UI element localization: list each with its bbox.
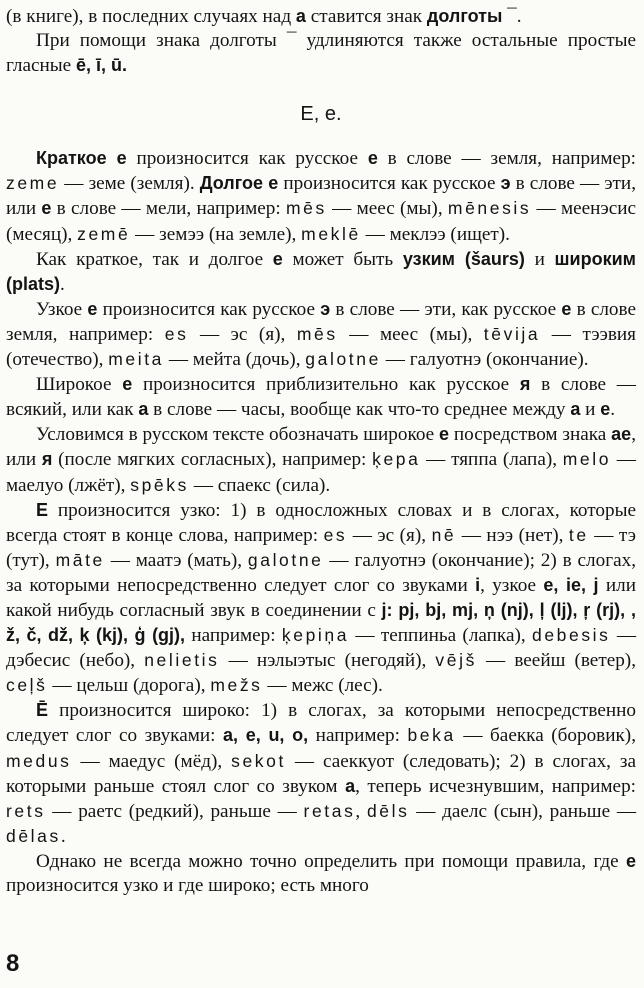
text-run: Узкое bbox=[36, 298, 88, 320]
latvian-example: dēls bbox=[366, 800, 410, 821]
bold-term: e bbox=[625, 850, 636, 871]
text-run: произносится приблизительно как русское bbox=[132, 374, 520, 396]
text-run: Как краткое, так и долгое bbox=[36, 248, 273, 270]
text-run: и bbox=[580, 399, 601, 421]
bold-term: a bbox=[295, 6, 306, 26]
text-run: — межс (лес). bbox=[262, 675, 383, 697]
latvian-example: galotne bbox=[305, 349, 381, 370]
text-run: При помощи знака долготы ¯ удлиняются также остальные простые гласные bbox=[6, 30, 636, 77]
latvian-example: rets bbox=[6, 800, 46, 821]
latvian-example: dēlas bbox=[6, 825, 61, 846]
text-run: — теппиньа (лапка), bbox=[349, 625, 532, 647]
section-heading: E, e. bbox=[300, 103, 342, 126]
text-run: — маедус (мёд), bbox=[71, 750, 232, 772]
text-run: в слове земля, например: bbox=[6, 298, 636, 345]
latvian-example: mēnesis bbox=[447, 198, 532, 219]
bold-term: i bbox=[475, 574, 481, 595]
text-run: Широкое bbox=[36, 374, 123, 396]
text-run: — нэлыэтыс (негодяй), bbox=[219, 650, 436, 672]
paragraph bbox=[6, 849, 636, 898]
text-run: произносится как русское bbox=[278, 173, 501, 195]
text-run: — дэбесис (небо), bbox=[6, 625, 637, 672]
bold-term: ē, ī, ū. bbox=[75, 55, 127, 76]
bold-term: узким (šaurs) bbox=[402, 248, 525, 269]
text-run: например: bbox=[185, 625, 282, 647]
paragraph bbox=[6, 247, 636, 297]
paragraph bbox=[6, 146, 636, 246]
text-run: Однако не всегда можно точно определить при помощи правила, где bbox=[36, 850, 626, 872]
text-run: в слове — земля, например: bbox=[377, 148, 636, 170]
bold-term: e bbox=[122, 374, 133, 395]
latvian-example: beka bbox=[407, 725, 456, 746]
latvian-example: es bbox=[323, 524, 348, 545]
text-run: в слове — эти, как русское bbox=[330, 298, 562, 320]
text-run: — баекка (боровик), bbox=[455, 725, 636, 747]
bold-term: я bbox=[41, 449, 53, 470]
bold-term: e bbox=[272, 248, 283, 269]
text-run: . bbox=[60, 825, 66, 847]
paragraph bbox=[6, 297, 636, 372]
latvian-example: debesis bbox=[531, 625, 611, 646]
latvian-example: mēs bbox=[296, 323, 338, 344]
text-run: посредством знака bbox=[449, 424, 612, 446]
latvian-example: mežs bbox=[210, 675, 263, 696]
text-run: в слове — мели, например: bbox=[51, 198, 286, 220]
latvian-example: medus bbox=[6, 750, 72, 771]
bold-term: Долгое e bbox=[199, 173, 279, 194]
paragraph bbox=[6, 372, 636, 422]
text-run: в слове — часы, вообще как что-то среднее между bbox=[148, 399, 571, 421]
bold-term: долготы bbox=[426, 6, 503, 26]
bold-term: э bbox=[320, 298, 331, 319]
text-run: произносится широко: 1) в слогах, за которыми непосредственно следует слог со звуками: bbox=[6, 700, 636, 747]
text-run: — спаекс (сила). bbox=[188, 474, 331, 496]
latvian-example: zemē bbox=[77, 223, 131, 244]
latvian-example: melo bbox=[562, 449, 612, 470]
text-run: . bbox=[610, 399, 616, 421]
text-run: — земе (земля). bbox=[59, 173, 200, 195]
text-run: . bbox=[60, 273, 65, 295]
text-run: — земээ (на земле), bbox=[130, 223, 302, 245]
bold-term: Ē bbox=[36, 700, 49, 721]
bold-term: a, e, u, o, bbox=[222, 725, 309, 746]
latvian-example: te bbox=[568, 524, 589, 545]
bold-term: а bbox=[570, 399, 581, 420]
latvian-example: ķepiņa bbox=[281, 625, 350, 646]
text-run: — веейш (ветер), bbox=[476, 650, 636, 672]
bold-term: е bbox=[600, 399, 611, 420]
text-run: может быть bbox=[282, 248, 403, 270]
text-run: — тэ (тут), bbox=[6, 524, 636, 571]
bold-term: Краткое e bbox=[36, 148, 127, 169]
text-run: (в книге), в последних случаях над bbox=[6, 6, 296, 27]
text-run: — мейта (дочь), bbox=[164, 349, 306, 371]
text-run: — саеккуот (следовать); 2) в слогах, за которыми раньше стоял слог со звуком bbox=[6, 750, 636, 797]
text-run: — меенэсис (месяц), bbox=[6, 198, 636, 245]
text-run: произносится как русское bbox=[97, 298, 321, 320]
latvian-example: zeme bbox=[6, 173, 60, 194]
latvian-example: vējš bbox=[435, 650, 477, 671]
latvian-example: meklē bbox=[301, 223, 361, 244]
latvian-example: ceļš bbox=[6, 675, 48, 696]
paragraph bbox=[6, 698, 636, 849]
text-run: — эс (я), bbox=[188, 323, 297, 345]
bold-term: е bbox=[41, 198, 52, 219]
text-run: — меес (мы), bbox=[326, 198, 448, 220]
text-run: — даелс (сын), раньше — bbox=[409, 800, 637, 822]
text-run: — раетс (редкий), раньше — bbox=[45, 800, 304, 822]
text-run: — тээвия (отечество), bbox=[6, 323, 636, 371]
bold-term: e bbox=[87, 298, 98, 319]
bold-term: E bbox=[36, 499, 49, 520]
latvian-example: nelietis bbox=[144, 650, 220, 671]
text-run: — маатэ (мать), bbox=[104, 549, 248, 571]
bold-term: а bbox=[138, 399, 149, 420]
latvian-example: meita bbox=[108, 349, 165, 370]
bold-term: е bbox=[561, 298, 572, 319]
bold-term: я bbox=[519, 374, 531, 395]
text-run: — эс (я), bbox=[347, 524, 432, 546]
text-run: и bbox=[524, 248, 555, 270]
latvian-example: es bbox=[164, 323, 189, 344]
text-run: , bbox=[355, 800, 367, 822]
text-run: в слове — всякий, или как bbox=[6, 374, 636, 421]
text-run: или какой нибудь согласный звук в соединении с bbox=[6, 574, 636, 621]
text-run: , или bbox=[6, 424, 636, 471]
bold-term: широким (plats) bbox=[6, 248, 636, 294]
text-run: Условимся в русском тексте обозначать широкое bbox=[36, 424, 440, 446]
latvian-example: mēs bbox=[285, 198, 327, 219]
text-run: ¯. bbox=[502, 6, 522, 27]
paragraph bbox=[6, 422, 636, 497]
text-run: — цельш (дорога), bbox=[47, 675, 211, 697]
latvian-example: spēks bbox=[130, 474, 189, 495]
page-number: 8 bbox=[6, 950, 20, 977]
latvian-example: galotne bbox=[247, 549, 324, 570]
text-run: произносится узко: 1) в односложных словах и в слогах, которые всегда стоят в конце слова, например: bbox=[6, 499, 636, 546]
text-run: — маелуо (лжёт), bbox=[6, 449, 636, 496]
text-run: — меклээ (ищет). bbox=[360, 223, 510, 245]
text-run: , узкое bbox=[480, 574, 544, 596]
latvian-example: nē bbox=[431, 524, 457, 545]
text-run: — галуотнэ (окончание). bbox=[380, 349, 589, 371]
text-run: произносится как русское bbox=[126, 148, 368, 170]
latvian-example: tēvija bbox=[483, 323, 541, 344]
text-run: например: bbox=[308, 725, 408, 747]
bold-term: ae bbox=[611, 424, 632, 445]
text-run: — меес (мы), bbox=[337, 323, 484, 345]
bold-term: j: pj, bj, mj, ņ (nj), ļ (lj), ŗ (rj), , ž, č, dž, ķ (kj), ģ (gj), bbox=[6, 599, 637, 646]
text-run: — нээ (нет), bbox=[456, 524, 569, 546]
text-run: произносится узко и где широко; есть много bbox=[6, 875, 369, 896]
text-run: — галуотнэ (окончание); 2) в слогах, за которыми непосредственно следует слог со звуками bbox=[6, 549, 637, 596]
paragraph bbox=[6, 498, 636, 699]
latvian-example: retas bbox=[303, 800, 356, 821]
bold-term: е bbox=[367, 148, 378, 169]
latvian-example: māte bbox=[55, 549, 105, 570]
text-run: — тяппа (лапа), bbox=[420, 449, 563, 471]
text-run: , теперь исчезнувшим, например: bbox=[355, 775, 637, 797]
bold-term: э bbox=[500, 173, 511, 194]
bold-term: e bbox=[439, 424, 450, 445]
text-run: в слове — эти, или bbox=[6, 173, 636, 220]
latvian-example: sekot bbox=[231, 750, 286, 771]
text-run: ставится знак bbox=[305, 6, 427, 27]
latvian-example: ķepa bbox=[372, 449, 421, 470]
paragraph bbox=[6, 4, 636, 29]
text-run: (после мягких согласных), например: bbox=[52, 449, 373, 471]
page-body bbox=[6, 4, 636, 898]
paragraph bbox=[6, 29, 636, 78]
bold-term: a bbox=[345, 775, 356, 796]
bold-term: e, ie, j bbox=[543, 574, 599, 595]
